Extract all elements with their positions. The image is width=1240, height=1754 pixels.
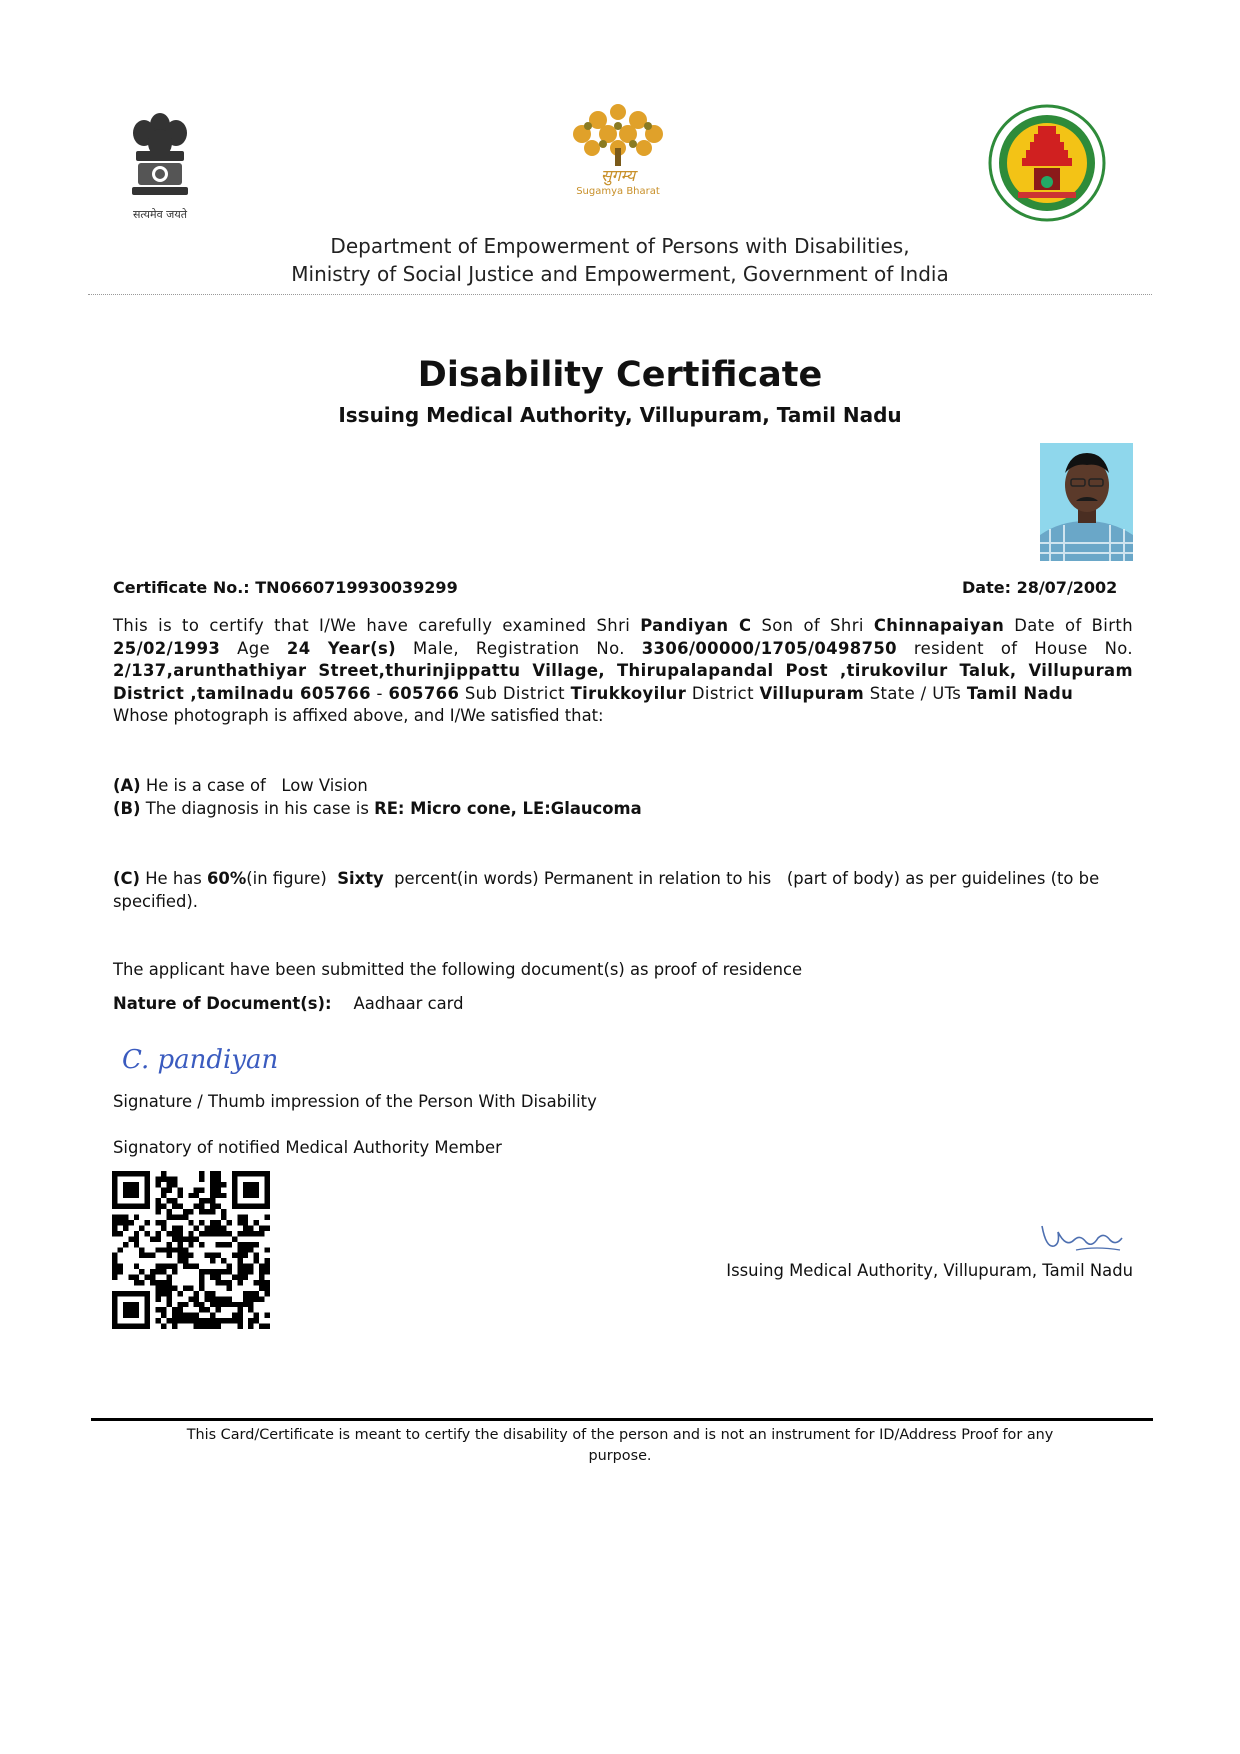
item-b	[113, 799, 642, 818]
address: 2/137,arunthathiyar Street,thurinjippattu Village, Thirupalapandal Post ,tirukovilur Taluk, Villupuram District ,tamilnadu 605766	[113, 661, 1133, 703]
dotted-divider	[88, 294, 1152, 295]
percent-words: Sixty	[337, 869, 384, 888]
certificate-number-value: TN0660719930039299	[255, 578, 458, 597]
pwd-signature-caption: Signature / Thumb impression of the Person With Disability	[113, 1092, 597, 1111]
pin-code: 605766	[388, 683, 460, 703]
certificate-title: Disability Certificate	[417, 355, 823, 395]
body-text: Date of Birth	[1004, 616, 1133, 635]
district: Villupuram	[759, 683, 865, 703]
item-a-text: He is a case of Low Vision	[140, 776, 368, 795]
sugamya-bharat-logo	[558, 98, 678, 202]
item-c-text: (in figure)	[246, 869, 338, 888]
body-text: State / UTs	[864, 683, 967, 703]
item-b-text: The diagnosis in his case is	[140, 799, 375, 818]
date-of-birth: 25/02/1993	[113, 638, 221, 658]
applicant-name: Pandiyan C	[640, 616, 752, 635]
item-c	[113, 868, 1133, 913]
father-name: Chinnapaiyan	[873, 616, 1005, 635]
body-text: This is to certify that I/We have carefully examined Shri	[113, 616, 641, 635]
certificate-date	[962, 578, 1117, 597]
registration-number: 3306/00000/1705/0498750	[641, 638, 897, 658]
certificate-date-value: 28/07/2002	[1016, 578, 1118, 597]
footer-line-1: This Card/Certificate is meant to certify the disability of the person and is not an instrument for ID/Address Proof for any	[186, 1427, 1054, 1443]
body-text: Son of Shri	[751, 616, 874, 635]
department-line-1: Department of Empowerment of Persons with Disabilities,	[330, 234, 910, 258]
item-c-label: (C)	[113, 869, 141, 888]
sugamya-caption: Sugamya Bharat	[576, 186, 660, 197]
footer-line-2: purpose.	[588, 1448, 652, 1464]
item-a-label: (A)	[113, 776, 141, 795]
certification-paragraph	[113, 615, 1133, 728]
authority-signature	[1036, 1218, 1126, 1258]
footer-rule	[91, 1418, 1153, 1421]
item-c-text: He has	[140, 869, 208, 888]
emblem-caption: सत्यमेव जयते	[132, 208, 187, 221]
applicant-photo	[1040, 443, 1133, 561]
certificate-number	[113, 578, 458, 597]
footer-disclaimer	[150, 1425, 1090, 1467]
national-emblem-logo	[118, 103, 202, 223]
body-text: Male, Registration No.	[396, 638, 642, 658]
age: 24 Year(s)	[286, 638, 397, 658]
state: Tamil Nadu	[966, 683, 1074, 703]
body-text: -	[370, 683, 389, 703]
tamil-nadu-emblem-logo	[988, 104, 1106, 222]
body-text: resident of House No.	[897, 638, 1133, 658]
qr-code	[112, 1171, 270, 1329]
percent-figure: 60%	[207, 869, 247, 888]
certificate-date-label: Date:	[962, 578, 1011, 597]
member-signature-caption: Signatory of notified Medical Authority Member	[113, 1138, 502, 1157]
body-text: Whose photograph is affixed above, and I/We satisfied that:	[113, 706, 604, 725]
body-text: Age	[220, 638, 287, 658]
department-line-2: Ministry of Social Justice and Empowerment, Government of India	[291, 262, 949, 286]
nature-of-document-label: Nature of Document(s):	[113, 994, 332, 1013]
diagnosis-value: RE: Micro cone, LE:Glaucoma	[374, 799, 642, 818]
nature-of-document	[113, 994, 464, 1013]
certificate-number-label: Certificate No.:	[113, 578, 250, 597]
pwd-signature	[118, 1036, 318, 1086]
sub-district: Tirukkoyilur	[570, 683, 687, 703]
sugamya-logo-text: सुगम्य	[600, 166, 636, 185]
body-text: Sub District	[459, 683, 571, 703]
nature-of-document-value: Aadhaar card	[353, 994, 464, 1013]
issuing-authority-caption: Issuing Medical Authority, Villupuram, Tamil Nadu	[726, 1261, 1133, 1280]
body-text: District	[686, 683, 760, 703]
certificate-subtitle: Issuing Medical Authority, Villupuram, Tamil Nadu	[338, 403, 902, 427]
item-a	[113, 776, 368, 795]
department-heading	[0, 232, 1240, 288]
item-c-text: percent(in words) Permanent in relation to his (part of body) as per guidelines (to be specified).	[113, 869, 1105, 911]
item-b-label: (B)	[113, 799, 141, 818]
residence-statement: The applicant have been submitted the following document(s) as proof of residence	[113, 960, 803, 979]
svg-text:C. pandiyan: C. pandiyan	[122, 1045, 279, 1075]
